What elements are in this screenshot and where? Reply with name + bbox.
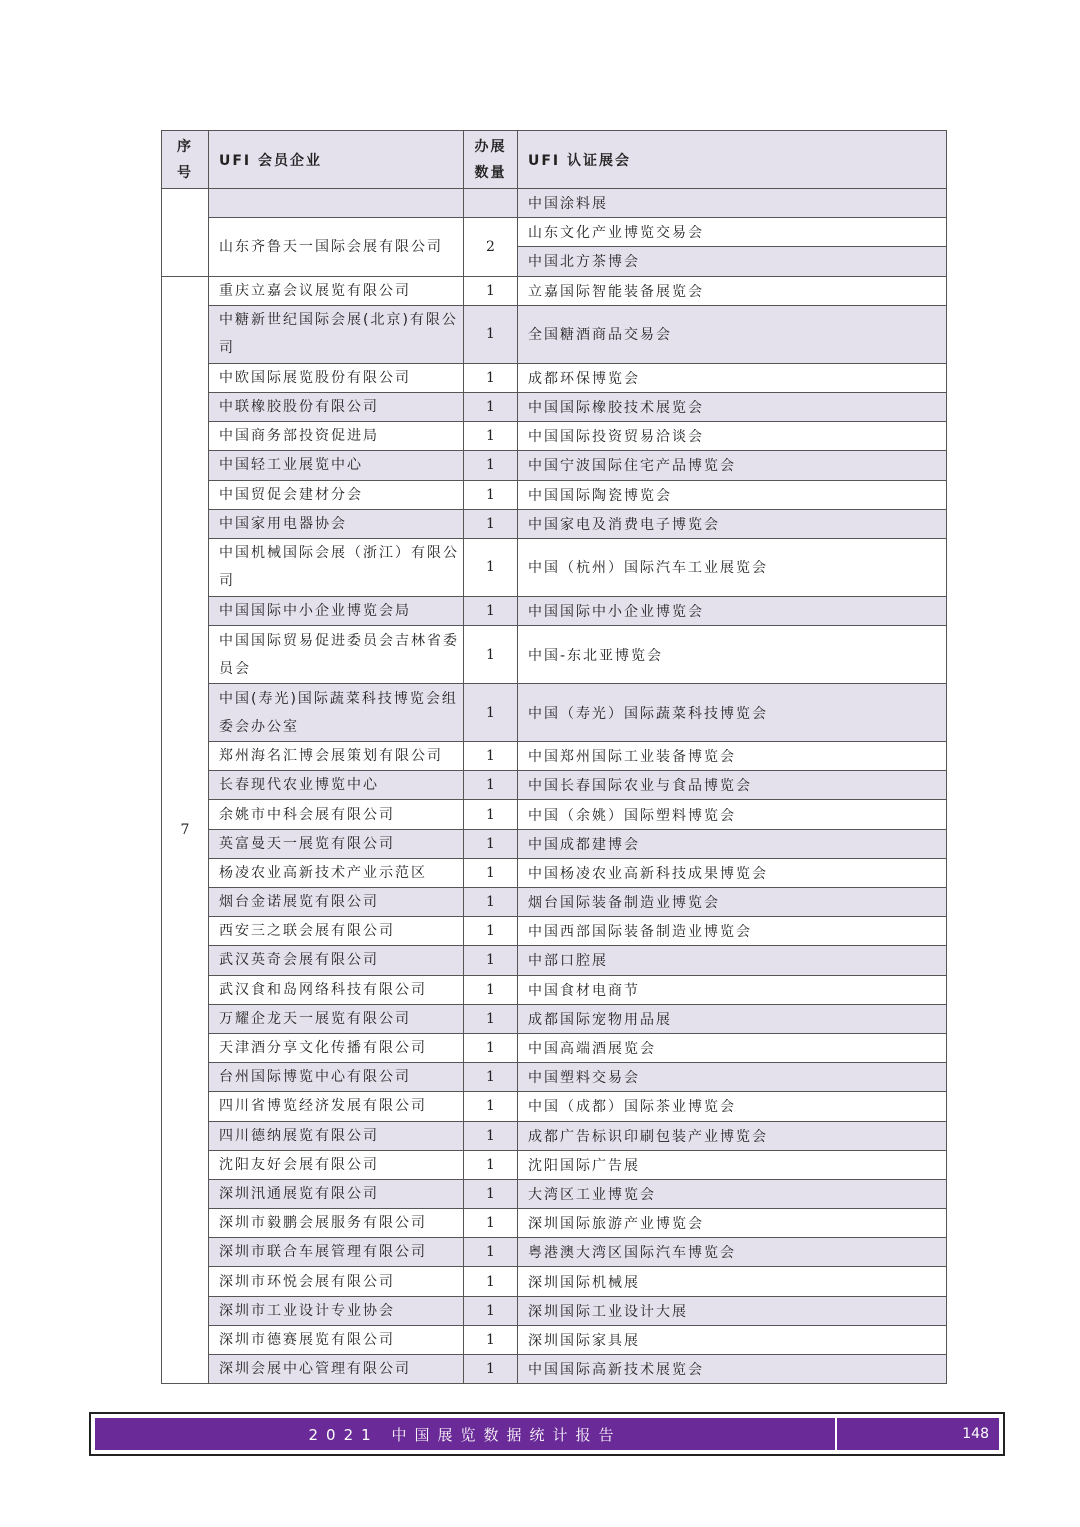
company-cell: 中国机械国际会展（浙江）有限公司 xyxy=(209,538,464,596)
table-row xyxy=(162,1121,947,1150)
count-cell: 1 xyxy=(464,538,518,596)
continuation-count: 2 xyxy=(464,218,518,276)
table-row xyxy=(162,742,947,771)
fair-cell: 成都国际宠物用品展 xyxy=(518,1004,947,1033)
fair-cell: 深圳国际家具展 xyxy=(518,1325,947,1354)
fair-cell: 立嘉国际智能装备展览会 xyxy=(518,276,947,305)
company-cell: 长春现代农业博览中心 xyxy=(209,771,464,800)
company-cell: 西安三之联会展有限公司 xyxy=(209,917,464,946)
continuation-company-blank xyxy=(209,189,464,218)
count-cell: 1 xyxy=(464,1092,518,1121)
company-cell: 烟台金诺展览有限公司 xyxy=(209,888,464,917)
fair-cell: 中国国际投资贸易洽谈会 xyxy=(518,422,947,451)
fair-cell: 中国（寿光）国际蔬菜科技博览会 xyxy=(518,684,947,742)
table-row xyxy=(162,1004,947,1033)
table-row xyxy=(162,422,947,451)
fair-cell: 中国国际高新技术展览会 xyxy=(518,1355,947,1384)
table-row xyxy=(162,1267,947,1296)
company-cell: 重庆立嘉会议展览有限公司 xyxy=(209,276,464,305)
page-number: 148 xyxy=(962,1426,989,1442)
table-row xyxy=(162,1063,947,1092)
table-row xyxy=(162,975,947,1004)
count-cell: 1 xyxy=(464,1004,518,1033)
table-row xyxy=(162,1033,947,1062)
table-row xyxy=(162,509,947,538)
header-count-line1: 办展 xyxy=(474,138,507,155)
fair-cell: 大湾区工业博览会 xyxy=(518,1179,947,1208)
fair-cell: 中国国际中小企业博览会 xyxy=(518,596,947,625)
table-row xyxy=(162,451,947,480)
company-cell: 中糖新世纪国际会展(北京)有限公司 xyxy=(209,305,464,363)
count-cell: 1 xyxy=(464,975,518,1004)
header-fair: UFI 认证展会 xyxy=(518,131,947,189)
continuation-row xyxy=(162,218,947,247)
footer-bar xyxy=(95,1418,999,1450)
continuation-seq-cell xyxy=(162,189,209,277)
page-footer xyxy=(89,1412,1005,1456)
table-row xyxy=(162,946,947,975)
table-row xyxy=(162,305,947,363)
table-row xyxy=(162,596,947,625)
count-cell: 1 xyxy=(464,1150,518,1179)
fair-cell: 深圳国际旅游产业博览会 xyxy=(518,1209,947,1238)
header-seq xyxy=(162,131,209,189)
fair-cell: 深圳国际机械展 xyxy=(518,1267,947,1296)
table-row xyxy=(162,1150,947,1179)
company-cell: 深圳会展中心管理有限公司 xyxy=(209,1355,464,1384)
table-row xyxy=(162,800,947,829)
header-seq-line1: 序 xyxy=(177,138,193,155)
company-cell: 郑州海名汇博会展策划有限公司 xyxy=(209,742,464,771)
count-cell: 1 xyxy=(464,829,518,858)
table-row xyxy=(162,858,947,887)
company-cell: 深圳市联合车展管理有限公司 xyxy=(209,1238,464,1267)
fair-cell: 中国塑料交易会 xyxy=(518,1063,947,1092)
table-row xyxy=(162,363,947,392)
continuation-count-blank xyxy=(464,189,518,218)
fair-cell: 中部口腔展 xyxy=(518,946,947,975)
company-cell: 中国国际中小企业博览会局 xyxy=(209,596,464,625)
count-cell: 1 xyxy=(464,363,518,392)
count-cell: 1 xyxy=(464,276,518,305)
table-row xyxy=(162,1296,947,1325)
count-cell: 1 xyxy=(464,1179,518,1208)
count-cell: 1 xyxy=(464,1063,518,1092)
table-row xyxy=(162,538,947,596)
fair-cell: 中国食材电商节 xyxy=(518,975,947,1004)
table-row xyxy=(162,829,947,858)
count-cell: 1 xyxy=(464,1121,518,1150)
table-row xyxy=(162,1238,947,1267)
fair-cell: 全国糖酒商品交易会 xyxy=(518,305,947,363)
group-seq-cell: 7 xyxy=(162,276,209,1384)
company-cell: 万耀企龙天一展览有限公司 xyxy=(209,1004,464,1033)
count-cell: 1 xyxy=(464,392,518,421)
company-cell: 深圳市毅鹏会展服务有限公司 xyxy=(209,1209,464,1238)
table-row xyxy=(162,917,947,946)
header-member: UFI 会员企业 xyxy=(209,131,464,189)
fair-cell: 中国国际橡胶技术展览会 xyxy=(518,392,947,421)
table-row xyxy=(162,888,947,917)
company-cell: 深圳汛通展览有限公司 xyxy=(209,1179,464,1208)
count-cell: 1 xyxy=(464,480,518,509)
fair-cell: 中国国际陶瓷博览会 xyxy=(518,480,947,509)
count-cell: 1 xyxy=(464,771,518,800)
company-cell: 英富曼天一展览有限公司 xyxy=(209,829,464,858)
company-cell: 四川德纳展览有限公司 xyxy=(209,1121,464,1150)
company-cell: 四川省博览经济发展有限公司 xyxy=(209,1092,464,1121)
fair-cell: 中国高端酒展览会 xyxy=(518,1033,947,1062)
table-row xyxy=(162,626,947,684)
count-cell: 1 xyxy=(464,888,518,917)
company-cell: 武汉食和岛网络科技有限公司 xyxy=(209,975,464,1004)
fair-cell: 中国西部国际装备制造业博览会 xyxy=(518,917,947,946)
count-cell: 1 xyxy=(464,1033,518,1062)
table-row xyxy=(162,480,947,509)
company-cell: 中联橡胶股份有限公司 xyxy=(209,392,464,421)
fair-cell: 中国（余姚）国际塑料博览会 xyxy=(518,800,947,829)
fair-cell: 深圳国际工业设计大展 xyxy=(518,1296,947,1325)
ufi-member-table xyxy=(161,130,947,1384)
header-seq-line2: 号 xyxy=(177,164,193,181)
count-cell: 1 xyxy=(464,422,518,451)
company-cell: 杨凌农业高新技术产业示范区 xyxy=(209,858,464,887)
fair-cell: 中国长春国际农业与食品博览会 xyxy=(518,771,947,800)
table-row xyxy=(162,1092,947,1121)
company-cell: 深圳市德赛展览有限公司 xyxy=(209,1325,464,1354)
continuation-fair: 中国北方茶博会 xyxy=(518,247,947,276)
company-cell: 中欧国际展览股份有限公司 xyxy=(209,363,464,392)
count-cell: 1 xyxy=(464,451,518,480)
fair-cell: 中国-东北亚博览会 xyxy=(518,626,947,684)
fair-cell: 成都环保博览会 xyxy=(518,363,947,392)
company-cell: 台州国际博览中心有限公司 xyxy=(209,1063,464,1092)
company-cell: 天津酒分享文化传播有限公司 xyxy=(209,1033,464,1062)
table-row xyxy=(162,392,947,421)
count-cell: 1 xyxy=(464,626,518,684)
count-cell: 1 xyxy=(464,858,518,887)
count-cell: 1 xyxy=(464,305,518,363)
company-cell: 沈阳友好会展有限公司 xyxy=(209,1150,464,1179)
company-cell: 中国商务部投资促进局 xyxy=(209,422,464,451)
count-cell: 1 xyxy=(464,509,518,538)
continuation-row xyxy=(162,189,947,218)
count-cell: 1 xyxy=(464,1325,518,1354)
count-cell: 1 xyxy=(464,1209,518,1238)
fair-cell: 中国（成都）国际茶业博览会 xyxy=(518,1092,947,1121)
continuation-fair: 中国涂料展 xyxy=(518,189,947,218)
count-cell: 1 xyxy=(464,800,518,829)
table-row xyxy=(162,276,947,305)
header-count-line2: 数量 xyxy=(474,164,507,181)
company-cell: 深圳市环悦会展有限公司 xyxy=(209,1267,464,1296)
count-cell: 1 xyxy=(464,1355,518,1384)
table-row xyxy=(162,1179,947,1208)
count-cell: 1 xyxy=(464,1296,518,1325)
fair-cell: 中国（杭州）国际汽车工业展览会 xyxy=(518,538,947,596)
fair-cell: 中国宁波国际住宅产品博览会 xyxy=(518,451,947,480)
continuation-company: 山东齐鲁天一国际会展有限公司 xyxy=(209,218,464,276)
company-cell: 深圳市工业设计专业协会 xyxy=(209,1296,464,1325)
company-cell: 中国(寿光)国际蔬菜科技博览会组委会办公室 xyxy=(209,684,464,742)
fair-cell: 成都广告标识印刷包装产业博览会 xyxy=(518,1121,947,1150)
company-cell: 中国贸促会建材分会 xyxy=(209,480,464,509)
continuation-fair: 山东文化产业博览交易会 xyxy=(518,218,947,247)
count-cell: 1 xyxy=(464,1267,518,1296)
table-header-row xyxy=(162,131,947,189)
fair-cell: 粤港澳大湾区国际汽车博览会 xyxy=(518,1238,947,1267)
table-row xyxy=(162,1355,947,1384)
fair-cell: 中国家电及消费电子博览会 xyxy=(518,509,947,538)
table-row xyxy=(162,771,947,800)
count-cell: 1 xyxy=(464,946,518,975)
fair-cell: 中国郑州国际工业装备博览会 xyxy=(518,742,947,771)
header-count xyxy=(464,131,518,189)
table-row xyxy=(162,684,947,742)
count-cell: 1 xyxy=(464,684,518,742)
fair-cell: 烟台国际装备制造业博览会 xyxy=(518,888,947,917)
count-cell: 1 xyxy=(464,742,518,771)
company-cell: 中国轻工业展览中心 xyxy=(209,451,464,480)
table-row xyxy=(162,1209,947,1238)
company-cell: 中国国际贸易促进委员会吉林省委员会 xyxy=(209,626,464,684)
count-cell: 1 xyxy=(464,596,518,625)
company-cell: 余姚市中科会展有限公司 xyxy=(209,800,464,829)
fair-cell: 中国成都建博会 xyxy=(518,829,947,858)
company-cell: 中国家用电器协会 xyxy=(209,509,464,538)
table-row xyxy=(162,1325,947,1354)
count-cell: 1 xyxy=(464,917,518,946)
count-cell: 1 xyxy=(464,1238,518,1267)
company-cell: 武汉英奇会展有限公司 xyxy=(209,946,464,975)
fair-cell: 中国杨凌农业高新科技成果博览会 xyxy=(518,858,947,887)
footer-title: 2021 中国展览数据统计报告 xyxy=(308,1425,622,1444)
fair-cell: 沈阳国际广告展 xyxy=(518,1150,947,1179)
